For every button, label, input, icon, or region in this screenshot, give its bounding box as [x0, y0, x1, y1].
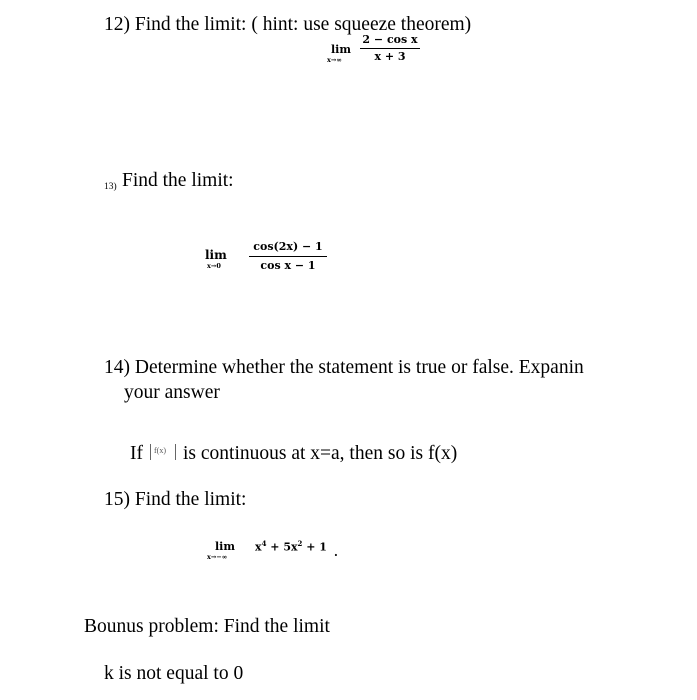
problem-14-line2: your answer	[124, 382, 220, 403]
p13-fraction	[249, 238, 327, 274]
p12-lim-subscript: x→∞	[327, 56, 342, 64]
p12-fraction-bar	[360, 48, 420, 49]
p13-denominator: cos x − 1	[260, 259, 316, 272]
p13-lim-subscript: x→0	[207, 262, 221, 270]
p15-exp-4: 4	[261, 539, 267, 548]
p14-abs-inner: f(x)	[154, 446, 166, 455]
p13-numerator: cos(2x) − 1	[253, 240, 323, 253]
p15-expression	[255, 540, 327, 553]
p13-lim: lim	[205, 248, 227, 262]
p15-lim-subscript: x→−∞	[207, 553, 228, 561]
p15-x-base: x	[255, 540, 262, 554]
p14-statement-if: If	[130, 443, 143, 464]
problem-13-text: Find the limit:	[122, 170, 234, 191]
p14-statement-rest: is continuous at x=a, then so is f(x)	[183, 443, 458, 464]
p12-numerator: 2 − cos x	[362, 33, 418, 46]
problem-14-line1: 14) Determine whether the statement is true or false. Expanin	[104, 357, 584, 378]
problem-12-text: 12) Find the limit: ( hint: use squeeze theorem)	[104, 14, 472, 35]
p15-mid: + 5x	[266, 540, 298, 554]
p14-abs-bar-left	[150, 444, 151, 460]
problem-15-text: 15) Find the limit:	[104, 489, 247, 510]
problem-13-number: 13)	[104, 182, 117, 192]
p15-dot: .	[334, 546, 338, 559]
bonus-problem-text: Bounus problem: Find the limit	[84, 616, 330, 637]
p12-denominator: x + 3	[374, 50, 406, 63]
p15-exp-2: 2	[297, 539, 303, 548]
p13-fraction-bar	[249, 256, 327, 257]
p14-abs-bar-right	[175, 444, 176, 460]
p15-tail: + 1	[302, 540, 327, 554]
p12-lim: lim	[331, 43, 351, 56]
p12-fraction	[360, 32, 420, 64]
bonus-note: k is not equal to 0	[104, 663, 244, 684]
p15-lim: lim	[215, 540, 235, 553]
